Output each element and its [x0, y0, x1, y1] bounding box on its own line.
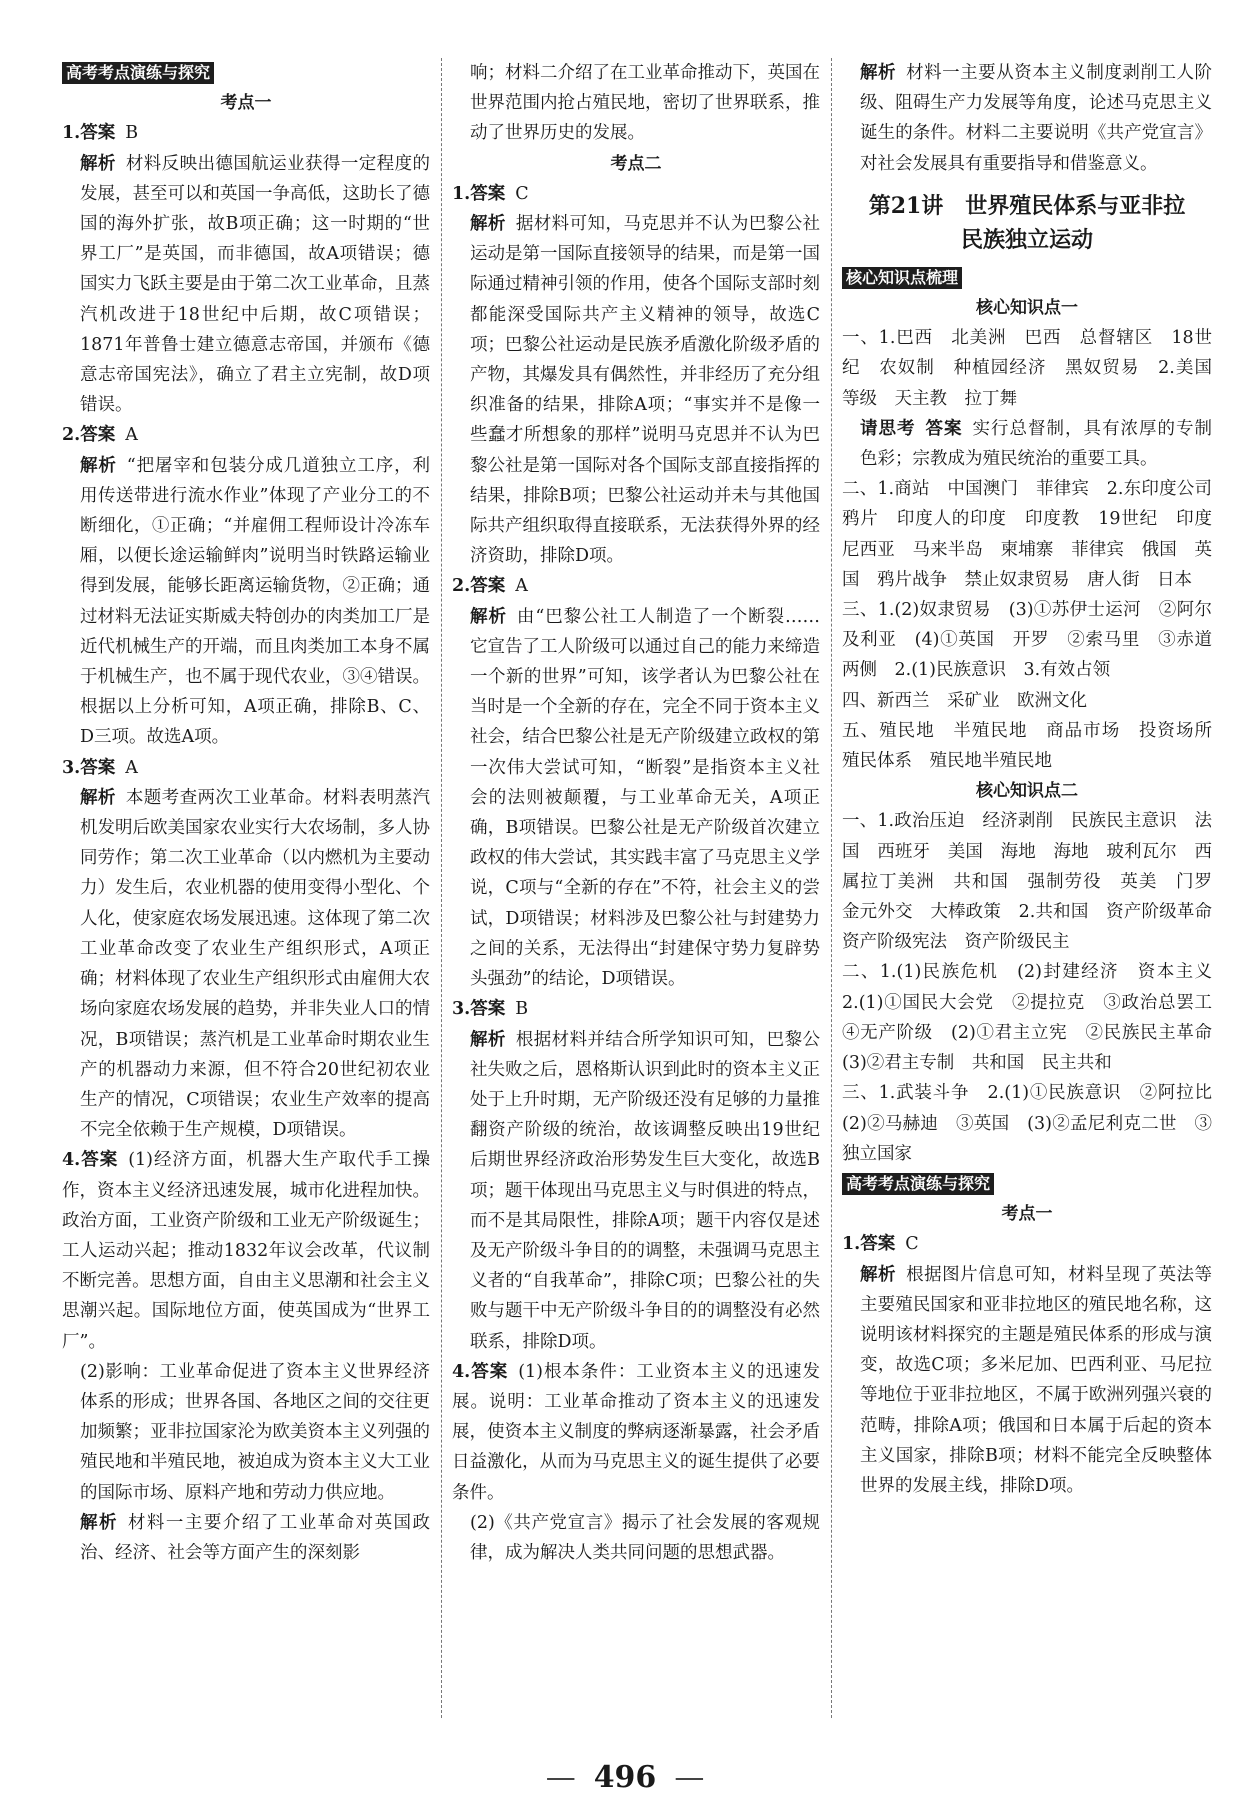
knowledge-line: 二、1.商站 中国澳门 菲律宾 2.东印度公司 鸦片 印度人的印度 印度教 19世纪 印度尼西亚 马来半岛 柬埔寨 菲律宾 俄国 英国 鸦片战争 禁止奴隶贸易 唐人街 日本	[842, 479, 1230, 590]
question-3-analysis: 解析 本题考查两次工业革命。材料表明蒸汽机发明后欧美国家农业实行大农场制，多人协同劳作；第二次工业革命（以内燃机为主要动力）发生后，农业机器的使用变得小型化、个人化，使家庭农场发展迅速。这体现了第二次工业革命改变了农业生产组织形式，A项正确；材料体现了农业生产组织形式由雇佣大农场向家庭农场发展的趋势，并非失业人口的情况，B项错误；蒸汽机是工业革命时期农业生产的机器动力来源，但不符合20世纪初农业生产的情况，C项错误；农业生产效率的提高不完全依赖于生产规模，D项错误。	[80, 787, 431, 1141]
question-4-answer: 4.答案 (1)经济方面，机器大生产取代手工操作，资本主义经济迅速发展，城市化进程加快。政治方面，工业资产阶级和工业无产阶级诞生；工人运动兴起；推动1832年议会改革，代议制不断完善。思想方面，自由主义思潮和社会主义思潮兴起。国际地位方面，使英国成为“世界工厂”。	[62, 1150, 430, 1352]
footer-dash-right: —	[674, 1760, 705, 1795]
column-middle	[452, 58, 820, 1568]
question-1-answer: 1.答案 C	[452, 183, 529, 204]
question-4-answer-part2: (2)《共产党宣言》揭示了社会发展的客观规律，成为解决人类共同问题的思想武器。	[470, 1512, 820, 1563]
footer-dash-left: —	[545, 1760, 576, 1795]
column-right	[842, 58, 1230, 1501]
section-banner: 高考考点演练与探究	[842, 1173, 994, 1195]
kaodian-heading: 考点一	[1001, 1204, 1053, 1225]
knowledge-line: 四、新西兰 采矿业 欧洲文化	[842, 690, 1087, 711]
knowledge-line: 一、1.政治压迫 经济剥削 民族民主意识 法国 西班牙 美国 海地 海地 玻利瓦尔 西属拉丁美洲 共和国 强制劳役 英美 门罗 金元外交 大棒政策 2.共和国 资产阶级革命 资产阶级宪法 资产阶级民主	[842, 811, 1230, 953]
question-2-analysis: 解析 “把屠宰和包装分成几道独立工序，利用传送带进行流水作业”体现了产业分工的不断细化，①正确；“并雇佣工程师设计冷冻车厢，以便长途运输鲜肉”说明当时铁路运输业得到发展，能够长距离运输货物，②正确；通过材料无法证实斯威夫特创办的肉类加工厂是近代机械生产的开端，而且肉类加工本身不属于机械生产，也不属于现代农业，③④错误。根据以上分析可知，A项正确，排除B、C、D三项。故选A项。	[80, 455, 431, 748]
lecture-title	[842, 189, 1212, 257]
think-question: 请思考 答案 实行总督制，具有浓厚的专制色彩；宗教成为殖民统治的重要工具。	[860, 418, 1212, 470]
knowledge-point-heading: 核心知识点二	[976, 781, 1078, 802]
column-divider	[441, 58, 442, 1718]
question-1-analysis: 解析 据材料可知，马克思并不认为巴黎公社运动是第一国际直接领导的结果，而是第一国际通过精神引领的作用，使各个国际支部时刻都能深受国际共产主义精神的领导，故选C项；巴黎公社运动是民族矛盾激化阶级矛盾的产物，其爆发具有偶然性，并非经历了充分组织准备的结果，排除A项；“事实并不是像一些蠢才所想象的那样”说明马克思并不认为巴黎公社是第一国际对各个国际支部直接指挥的结果，排除B项；巴黎公社运动并未与其他国际共产组织取得直接联系，无法获得外界的经济资助，排除D项。	[470, 214, 821, 567]
analysis-continued: 响；材料二介绍了在工业革命推动下，英国在世界范围内抢占殖民地，密切了世界联系，推动了世界历史的发展。	[470, 63, 820, 144]
question-4-answer-part2: (2)影响：工业革命促进了资本主义世界经济体系的形成；世界各国、各地区之间的交往更加频繁；亚非拉国家沦为欧美资本主义列强的殖民地和半殖民地，被迫成为资本主义大工业的国际市场、原料产地和劳动力供应地。	[80, 1361, 430, 1503]
question-4-answer: 4.答案 (1)根本条件：工业资本主义的迅速发展。说明：工业革命推动了资本主义的迅速发展，使资本主义制度的弊病逐渐暴露，社会矛盾日益激化，从而为马克思主义的诞生提供了必要条件。	[452, 1361, 820, 1503]
knowledge-line: 一、1.巴西 北美洲 巴西 总督辖区 18世纪 农奴制 种植园经济 黑奴贸易 2.美国 等级 天主教 拉丁舞	[842, 328, 1230, 409]
page-number	[0, 1760, 1250, 1795]
question-1-answer: 1.答案 B	[62, 123, 139, 144]
section-banner: 高考考点演练与探究	[62, 62, 214, 84]
question-1-analysis: 解析 根据图片信息可知，材料呈现了英法等主要殖民国家和亚非拉地区的殖民地名称，这说明该材料探究的主题是殖民体系的形成与演变，故选C项；多米尼加、巴西利亚、马尼拉等地位于亚非拉地区，不属于欧洲列强兴衰的范畴，排除A项；俄国和日本属于后起的资本主义国家，排除B项；材料不能完全反映整体世界的发展主线，排除D项。	[860, 1264, 1213, 1496]
question-1-analysis: 解析 材料反映出德国航运业获得一定程度的发展，甚至可以和英国一争高低，这助长了德国的海外扩张，故B项正确；这一时期的“世界工厂”是英国，而非德国，故A项错误；德国实力飞跃主要是由于第二次工业革命，且蒸汽机改进于18世纪中后期，故C项错误；1871年普鲁士建立德意志帝国，并颁布《德意志帝国宪法》，确立了君主立宪制，故D项错误。	[80, 153, 431, 416]
knowledge-point-heading: 核心知识点一	[976, 298, 1078, 319]
question-1-answer: 1.答案 C	[842, 1234, 919, 1255]
question-2-answer: 2.答案 A	[62, 425, 138, 446]
question-3-answer: 3.答案 B	[452, 999, 529, 1020]
column-divider	[831, 58, 832, 1718]
knowledge-line: 二、1.(1)民族危机 (2)封建经济 资本主义 2.(1)①国民大会党 ②提拉克 ③政治总罢工 ④无产阶级 (2)①君主立宪 ②民族民主革命 (3)②君主专制 共和国 民主共和	[842, 962, 1230, 1074]
lecture-title-line2: 民族独立运动	[960, 226, 1093, 253]
question-4-analysis: 解析 材料一主要从资本主义制度剥削工人阶级、阻碍生产力发展等角度，论述马克思主义诞生的条件。材料二主要说明《共产党宣言》对社会发展具有重要指导和借鉴意义。	[860, 63, 1213, 174]
knowledge-line: 三、1.武装斗争 2.(1)①民族意识 ②阿拉比 (2)②马赫迪 ③英国 (3)②孟尼利克二世 ③独立国家	[842, 1083, 1230, 1164]
knowledge-line: 五、殖民地 半殖民地 商品市场 投资场所 殖民体系 殖民地半殖民地	[842, 720, 1230, 772]
question-4-analysis: 解析 材料一主要介绍了工业革命对英国政治、经济、社会等方面产生的深刻影	[80, 1512, 431, 1563]
lecture-title-line1: 第21讲 世界殖民体系与亚非拉	[868, 192, 1186, 219]
column-left	[62, 58, 430, 1568]
kaodian-heading: 考点一	[220, 93, 272, 114]
question-3-analysis: 解析 根据材料并结合所学知识可知，巴黎公社失败之后，恩格斯认识到此时的资本主义正处于上升时期，无产阶级还没有足够的力量推翻资产阶级的统治，故该调整反映出19世纪后期世界经济政治形势发生巨大变化，故选B项；题干体现出马克思主义与时俱进的特点，而不是其局限性，排除A项；题干内容仅是述及无产阶级斗争目的的调整，未强调马克思主义者的“自我革命”，排除C项；巴黎公社的失败与题干中无产阶级斗争目的的调整没有必然联系，排除D项。	[470, 1029, 821, 1352]
question-2-answer: 2.答案 A	[452, 576, 528, 597]
section-banner: 核心知识点梳理	[842, 267, 962, 289]
page-number-value: 496	[593, 1760, 657, 1795]
kaodian-heading: 考点二	[610, 153, 662, 174]
knowledge-line: 三、1.(2)奴隶贸易 (3)①苏伊士运河 ②阿尔及利亚 (4)①英国 开罗 ②索马里 ③赤道两侧 2.(1)民族意识 3.有效占领	[842, 600, 1212, 681]
question-3-answer: 3.答案 A	[62, 757, 138, 778]
question-2-analysis: 解析 由“巴黎公社工人制造了一个断裂……它宣告了工人阶级可以通过自己的能力来缔造一个新的世界”可知，该学者认为巴黎公社在当时是一个全新的存在，完全不同于资本主义社会，结合巴黎公社是无产阶级建立政权的第一次伟大尝试可知，“断裂”是指资本主义社会的法则被颠覆，与工业革命无关，A项正确，B项错误。巴黎公社是无产阶级首次建立政权的伟大尝试，其实践丰富了马克思主义学说，C项与“全新的存在”不符，社会主义的尝试，D项错误；材料涉及巴黎公社与封建势力之间的关系，无法得出“封建保守势力复辟势头强劲”的结论，D项错误。	[470, 606, 820, 990]
